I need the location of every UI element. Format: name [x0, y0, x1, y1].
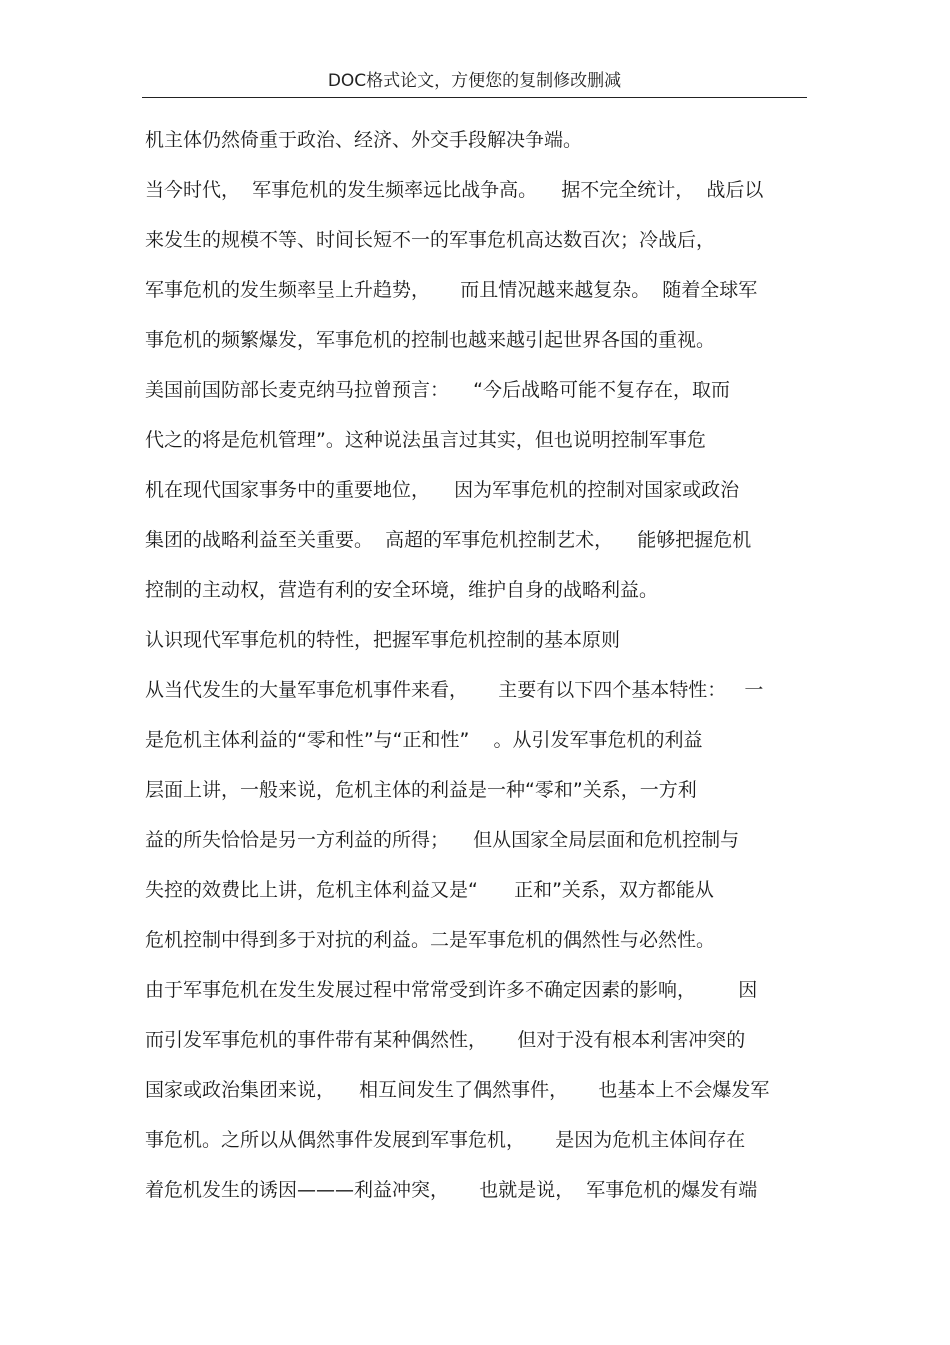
body-text-line: 事危机。之所以从偶然事件发展到军事危机， 是因为危机主体间存在 — [145, 1129, 746, 1151]
body-text-line: 是危机主体利益的“零和性”与“正和性” 。从引发军事危机的利益 — [145, 729, 703, 751]
header-divider — [142, 97, 807, 98]
body-text-line: 失控的效费比上讲，危机主体利益又是“ 正和”关系，双方都能从 — [145, 879, 714, 901]
document-body — [145, 124, 810, 1224]
body-text-line: 控制的主动权，营造有利的安全环境，维护自身的战略利益。 — [145, 579, 659, 601]
body-text-line: 益的所失恰恰是另一方利益的所得； 但从国家全局层面和危机控制与 — [145, 829, 740, 851]
body-text-line: 危机控制中得到多于对抗的利益。二是军事危机的偶然性与必然性。 — [145, 929, 716, 951]
body-text-line: 机在现代国家事务中的重要地位， 因为军事危机的控制对国家或政治 — [145, 479, 740, 501]
body-text-line: 美国前国防部长麦克纳马拉曾预言： “今后战略可能不复存在，取而 — [145, 379, 731, 401]
body-text-line: 军事危机的发生频率呈上升趋势， 而且情况越来越复杂。 随着全球军 — [145, 279, 758, 301]
body-text-line: 由于军事危机在发生发展过程中常常受到许多不确定因素的影响， 因 — [145, 979, 758, 1001]
body-text-line: 来发生的规模不等、时间长短不一的军事危机高达数百次；冷战后， — [145, 229, 716, 251]
body-text-line: 从当代发生的大量军事危机事件来看， 主要有以下四个基本特性： 一 — [145, 679, 764, 701]
page-header — [142, 70, 807, 92]
body-text-line: 层面上讲，一般来说，危机主体的利益是一种“零和”关系，一方利 — [145, 779, 697, 801]
body-text-line: 着危机发生的诱因———利益冲突， 也就是说， 军事危机的爆发有端 — [145, 1179, 758, 1201]
body-text-line: 事危机的频繁爆发，军事危机的控制也越来越引起世界各国的重视。 — [145, 329, 716, 351]
body-text-line: 国家或政治集团来说， 相互间发生了偶然事件， 也基本上不会爆发军 — [145, 1079, 770, 1101]
body-text-line: 机主体仍然倚重于政治、经济、外交手段解决争端。 — [145, 129, 583, 151]
body-text-line: 而引发军事危机的事件带有某种偶然性， 但对于没有根本利害冲突的 — [145, 1029, 746, 1051]
body-text-line: 当今时代， 军事危机的发生频率远比战争高。 据不完全统计， 战后以 — [145, 179, 764, 201]
header-title: DOC格式论文，方便您的复制修改删减 — [327, 71, 622, 91]
body-text-line: 集团的战略利益至关重要。 高超的军事危机控制艺术， 能够把握危机 — [145, 529, 752, 551]
body-text-line: 代之的将是危机管理”。这种说法虽言过其实，但也说明控制军事危 — [145, 429, 706, 451]
body-text-line: 认识现代军事危机的特性，把握军事危机控制的基本原则 — [145, 629, 621, 651]
